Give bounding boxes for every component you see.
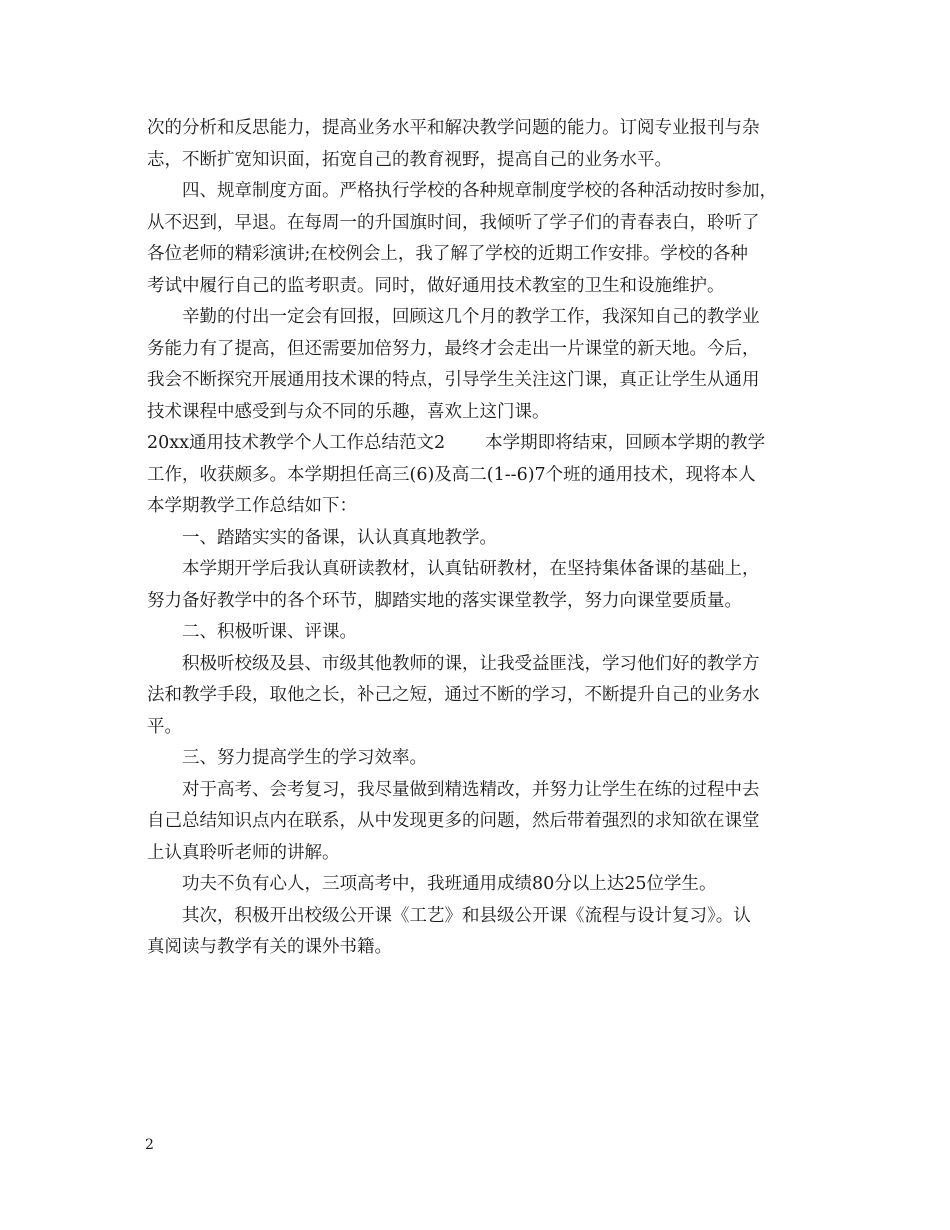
document-body	[147, 113, 807, 964]
text-line: 务能力有了提高，但还需要加倍努力，最终才会走出一片课堂的新天地。今后，	[147, 338, 760, 359]
text-line: 法和教学手段，取他之长，补己之短，通过不断的学习，不断提升自己的业务水	[147, 685, 760, 705]
text-line: 我会不断探究开展通用技术课的特点，引导学生关注这门课，真正让学生从通用	[147, 370, 760, 390]
text-line: 努力备好教学中的各个环节，脚踏实地的落实课堂教学，努力向课堂要质量。	[147, 590, 742, 611]
text-block-1	[147, 113, 807, 428]
text-line: 其次，积极开出校级公开课《工艺》和县级公开课《流程与设计复习》。认	[182, 905, 751, 926]
text-line: 四、规章制度方面。严格执行学校的各种规章制度学校的各种活动按时参加，	[182, 181, 777, 201]
text-line: 考试中履行自己的监考职责。同时，做好通用技术教室的卫生和设施维护。	[147, 275, 725, 296]
section-intro-text: 本学期即将结束，回顾本学期的教学	[485, 433, 766, 453]
text-line: 工作，收获颇多。本学期担任高三(6)及高二(1--6)7个班的通用技术，现将本人	[147, 464, 756, 485]
text-line: 次的分析和反思能力，提高业务水平和解决教学问题的能力。订阅专业报刊与杂	[147, 118, 760, 138]
text-block-2	[147, 460, 807, 964]
page-number: 2	[145, 1137, 154, 1153]
text-line: 平。	[147, 716, 182, 737]
text-line: 积极听校级及县、市级其他教师的课，让我受益匪浅，学习他们好的教学方	[182, 653, 760, 674]
text-line: 各位老师的精彩演讲;在校例会上，我了解了学校的近期工作安排。学校的各种	[147, 244, 748, 264]
text-line: 志，不断扩宽知识面，拓宽自己的教育视野，提高自己的业务水平。	[147, 149, 672, 170]
text-line: 三、努力提高学生的学习效率。	[182, 748, 427, 768]
section-heading-row	[147, 428, 807, 460]
text-line: 技术课程中感受到与众不同的乐趣，喜欢上这门课。	[147, 401, 550, 422]
text-line: 上认真聆听老师的讲解。	[147, 842, 340, 863]
text-line: 二、积极听课、评课。	[182, 622, 357, 642]
text-line: 一、踏踏实实的备课，认认真真地教学。	[182, 527, 497, 548]
text-line: 自己总结知识点内在联系，从中发现更多的问题，然后带着强烈的求知欲在课堂	[147, 811, 760, 831]
text-line: 功夫不负有心人，三项高考中，我班通用成绩80分以上达25位学生。	[182, 874, 717, 894]
section-title: 20xx通用技术教学个人工作总结范文2	[147, 433, 446, 453]
text-line: 本学期教学工作总结如下：	[147, 496, 357, 516]
text-line: 本学期开学后我认真研读教材，认真钻研教材，在坚持集体备课的基础上，	[182, 559, 760, 579]
text-line: 对于高考、会考复习，我尽量做到精选精改，并努力让学生在练的过程中去	[182, 779, 760, 800]
text-line: 辛勤的付出一定会有回报，回顾这几个月的教学工作，我深知自己的教学业	[182, 307, 760, 327]
text-line: 真阅读与教学有关的课外书籍。	[147, 937, 392, 957]
text-line: 从不迟到，早退。在每周一的升国旗时间，我倾听了学子们的青春表白，聆听了	[147, 212, 760, 233]
